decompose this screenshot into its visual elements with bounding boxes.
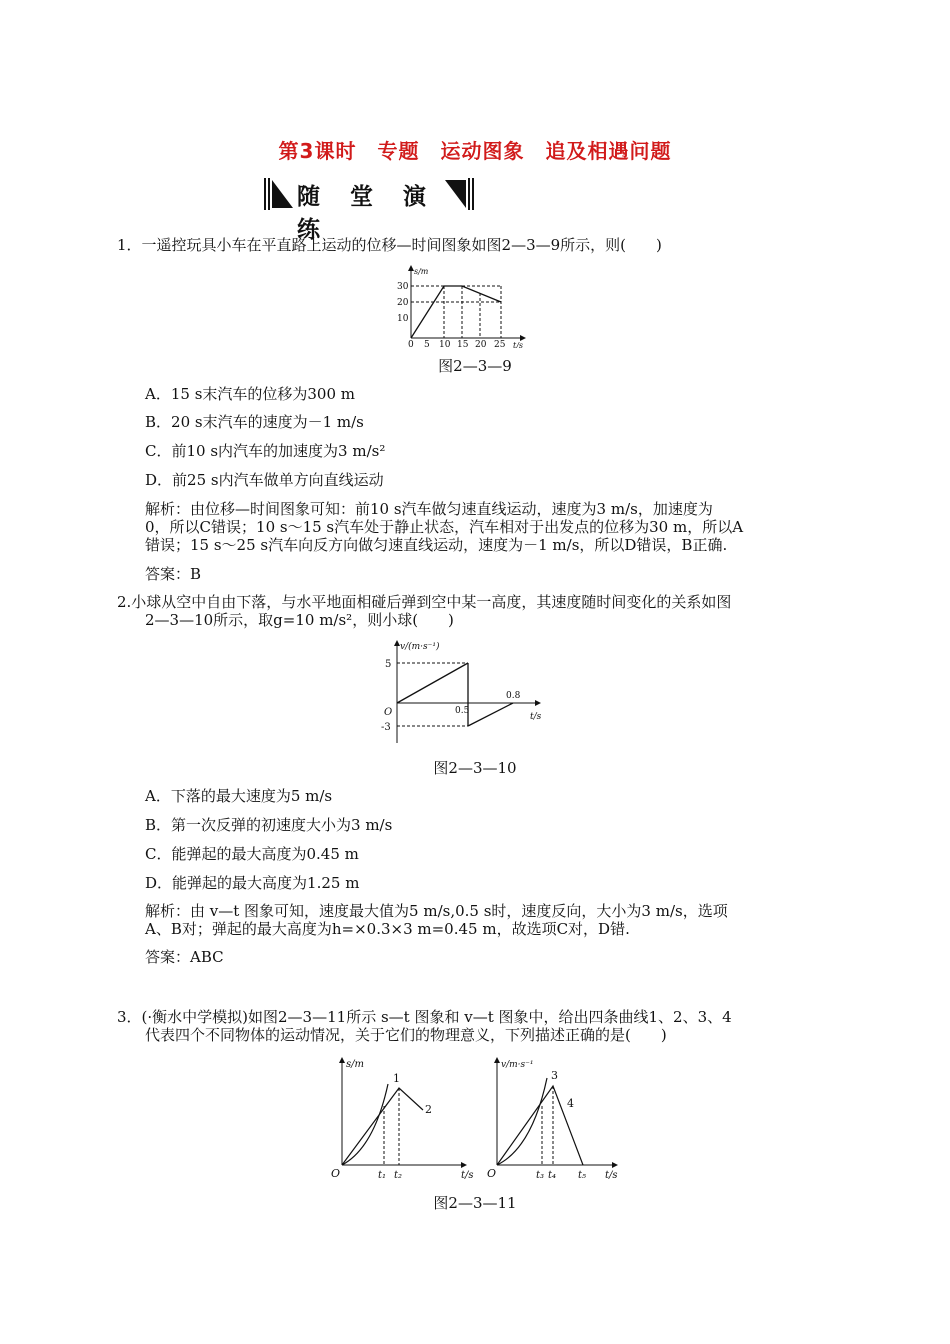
q3-vt-origin: O [487,1167,497,1180]
q2-option-a: A．下落的最大速度为5 m/s [145,787,333,805]
q2-figure-caption: 图2—3—10 [433,759,517,777]
q3-stem-line-2: 代表四个不同物体的运动情况，关于它们的物理意义，下列描述正确的是( ) [145,1026,667,1044]
q2-answer: 答案：ABC [145,948,224,966]
q1-ytick-10: 10 [397,314,409,324]
q2-xtick-0-5: 0.5 [455,706,470,716]
q1-analysis-line-3: 错误；15 s～25 s汽车向反方向做匀速直线运动，速度为－1 m/s，所以D错误，B正确. [145,536,728,554]
q1-figure-caption: 图2—3—9 [438,357,512,375]
q3-st-axis-y: s/m [346,1059,364,1070]
section-heading: 随 堂 演 练 [297,184,438,243]
q3-st-t1: t₁ [378,1170,387,1181]
q2-axis-y-label: v/(m·s⁻¹) [400,642,440,652]
q1-xtick-20: 20 [475,340,487,348]
q2-rising-segment [468,703,513,726]
q2-ytick-minus3: -3 [381,722,391,733]
q3-st-figure [326,1048,476,1183]
page-title: 第3课时 专题 运动图象 追及相遇问题 [278,139,672,163]
q2-option-d: D．能弹起的最大高度为1.25 m [145,874,360,892]
q2-xtick-0-8: 0.8 [506,691,521,701]
q3-vt-axis-x: t/s [605,1170,618,1181]
q2-analysis-line-2: A、B对；弹起的最大高度为h=×0.3×3 m=0.45 m，故选项C对，D错. [145,920,630,938]
q3-curve-3 [497,1078,547,1165]
q3-st-axis-x: t/s [461,1170,474,1181]
q2-stem-line-1: 2.小球从空中自由下落，与水平地面相碰后弹到空中某一高度，其速度随时间变化的关系如图 [117,593,732,611]
q3-vt-t5: t₅ [578,1170,587,1181]
q1-ytick-30: 30 [397,282,409,292]
q1-answer: 答案：B [145,565,202,583]
q3-st-t2: t₂ [394,1170,403,1181]
q1-option-d: D．前25 s内汽车做单方向直线运动 [145,471,384,489]
q1-xtick-25: 25 [494,340,506,348]
q1-xtick-10: 10 [439,340,451,348]
q3-curve-2 [342,1088,423,1165]
q1-xtick-5: 5 [424,340,430,348]
q1-ytick-20: 20 [397,298,409,308]
q3-stem-line-1: 3．(·衡水中学模拟)如图2—3—11所示 s—t 图象和 v—t 图象中，给出四条曲线1、2、3、4 [117,1008,732,1026]
q1-figure [370,263,530,348]
q1-stem: 1．一遥控玩具小车在平直路上运动的位移—时间图象如图2—3—9所示，则( ) [117,236,662,254]
q2-option-b: B．第一次反弹的初速度大小为3 m/s [145,816,393,834]
q1-analysis-line-2: 0，所以C错误；10 s～15 s汽车处于静止状态，汽车相对于出发点的位移为30 m，所以A [145,518,744,536]
q3-vt-t4: t₄ [548,1170,557,1181]
q2-option-c: C．能弹起的最大高度为0.45 m [145,845,359,863]
q1-analysis-line-1: 解析：由位移—时间图象可知：前10 s汽车做匀速直线运动，速度为3 m/s，加速度为 [145,500,713,518]
q1-axis-x-label: t/s [513,341,524,348]
q3-label-curve-4: 4 [567,1097,574,1110]
q3-label-curve-2: 2 [425,1103,432,1116]
q3-vt-axis-y: v/m·s⁻¹ [501,1060,534,1070]
q3-label-curve-3: 3 [551,1069,558,1082]
q1-sx-curve [411,286,501,338]
q1-option-a: A．15 s末汽车的位移为300 m [145,385,356,403]
q1-axis-y-label: s/m [414,267,429,276]
banner-left-triangle [272,180,293,208]
q3-st-origin: O [331,1167,341,1180]
q2-axis-x-label: t/s [530,712,542,722]
q2-analysis-line-1: 解析：由 v—t 图象可知，速度最大值为5 m/s,0.5 s时，速度反向，大小为3 m/s，选项 [145,902,728,920]
q3-vt-t3: t₃ [536,1170,545,1181]
q3-curve-1 [342,1084,388,1165]
q2-figure [370,633,550,748]
section-banner [263,176,475,243]
q3-figure-caption: 图2—3—11 [433,1194,517,1212]
q3-label-curve-1: 1 [393,1072,400,1085]
q2-origin-label: O [384,707,393,718]
q1-option-b: B．20 s末汽车的速度为－1 m/s [145,413,364,431]
q1-xtick-0: 0 [408,340,414,348]
q3-vt-figure [487,1048,627,1183]
q1-xtick-15: 15 [457,340,469,348]
q2-stem-line-2: 2—3—10所示，取g=10 m/s²，则小球( ) [145,611,454,629]
q2-ytick-5: 5 [385,659,392,670]
q1-option-c: C．前10 s内汽车的加速度为3 m/s² [145,442,386,460]
q2-falling-segment [397,663,468,703]
